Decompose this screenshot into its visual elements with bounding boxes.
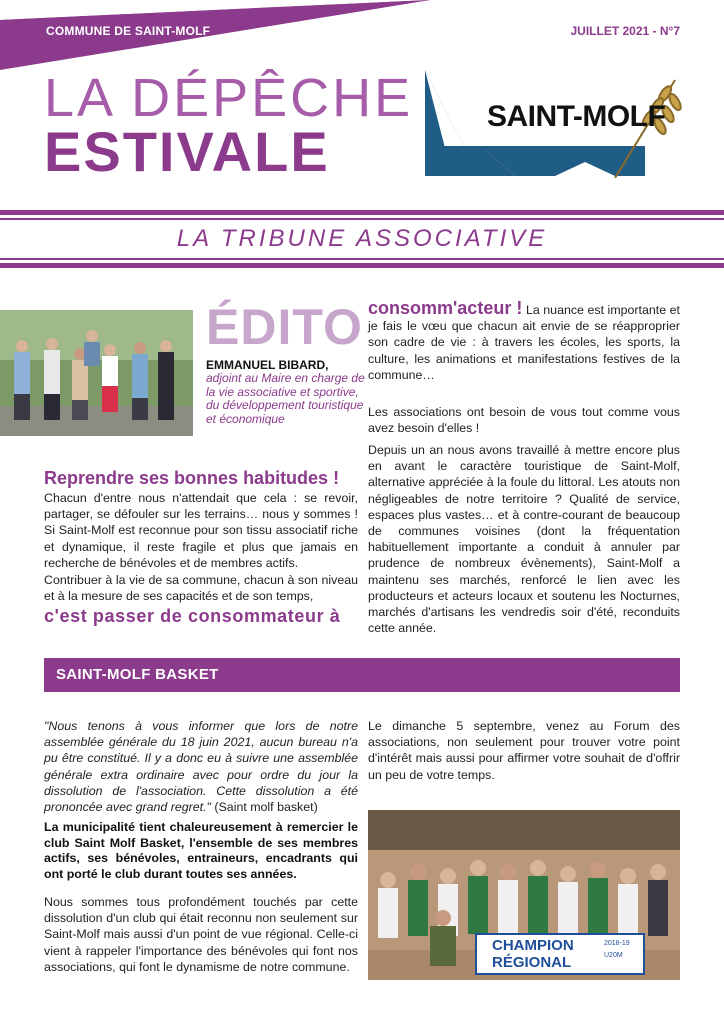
edito-heading: Reprendre ses bonnes habitudes ! <box>44 468 340 488</box>
banner-line-1: CHAMPION <box>492 937 574 954</box>
title-line-1: LA DÉPÊCHE <box>44 68 414 128</box>
basket-section-title: SAINT-MOLF BASKET <box>56 666 219 683</box>
basket-quote-source: (Saint molf basket) <box>210 800 318 815</box>
edito-right-block <box>368 300 680 383</box>
edito-para-4: Les associations ont besoin de vous tout comme vous avez besoin d'elles ! <box>368 405 680 436</box>
edito-para-1: Chacun d'entre nous n'attendait que cela : se revoir, partager, se défouler sur les terrains… nous y sommes ! Si Saint-Molf est reconnue pour son tissu associatif riche et dynamique, il reste fragile et plus que jamais en recherche de bénévoles et de membres actifs. <box>44 491 358 570</box>
author-name: EMMANUEL BIBARD, <box>206 358 329 372</box>
edito-para-5: Depuis un an nous avons travaillé à mettre encore plus en avant le caractère touristique de Saint-Molf, alternative appréciée à la foule du littoral. Les atouts non négligeables de notre territoire ? Qualité de service, espaces plus vastes… et à contre-courant de beaucoup de communes voisines (dont la fréquentation habituellement importante a conduit à annuler par prudence de nombreux évènements), Saint-Molf a maintenu ses marchés, renforcé le lien avec les producteurs et acteurs locaux et soutenu les Nocturnes, marchés d'artisans les vendredis soir d'été, reconduits cette année. <box>368 443 680 636</box>
rule-top-thin <box>0 218 724 220</box>
banner-line-2: RÉGIONAL <box>492 954 572 971</box>
rule-bottom-thin <box>0 258 724 260</box>
basket-thanks: La municipalité tient chaleureusement à remercier le club Saint Molf Basket, l'ensemble de ses membres actifs, ses bénévoles, entraineurs, encadrants qui ont porté le club durant toutes ses années. <box>44 820 358 881</box>
edito-title: ÉDITO <box>206 299 363 355</box>
rule-top-thick <box>0 210 724 215</box>
edito-para-3: La nuance est importante et je fais le vœu que chacun ait envie de se réapproprier son cadre de vie : à travers les écoles, les sports, la culture, les animations et manifestations festives de la commune… <box>368 303 680 382</box>
basket-quote-block <box>44 718 358 815</box>
section-subtitle: LA TRIBUNE ASSOCIATIVE <box>176 225 548 252</box>
banner-small-1: 2018-19 <box>604 940 630 947</box>
title-line-2: ESTIVALE <box>44 120 330 183</box>
commune-label: COMMUNE DE SAINT-MOLF <box>46 24 211 38</box>
author-role: adjoint au Maire en charge de la vie associative et sportive, du développement touristique et économique <box>206 371 365 426</box>
basket-para-1: Nous sommes tous profondément touchés par cette dissolution d'un club qui était reconnu non seulement sur Saint-Molf mais aussi d'un point de vue régional. Celle-ci vient à rappeler l'importance des bénévoles qui font nos associations, qui font le dynamisme de notre commune. <box>44 895 358 974</box>
edito-team-photo <box>0 310 193 436</box>
basket-team-photo <box>368 810 680 980</box>
banner-small-2: U20M <box>604 952 623 959</box>
saint-molf-logo <box>425 70 687 178</box>
issue-date: JUILLET 2021 - N°7 <box>570 24 680 38</box>
basket-para-2: Le dimanche 5 septembre, venez au Forum des associations, non seulement pour trouver votre point d'intérêt mais aussi pour affirmer votre souhait de d'offrir un peu de votre temps. <box>368 719 680 782</box>
edito-emphasis: c'est passer de consommateur à <box>44 606 341 626</box>
logo-text: SAINT-MOLF <box>487 100 666 133</box>
rule-bottom-thick <box>0 263 724 268</box>
edito-emphasis-2: consomm'acteur ! <box>368 298 523 318</box>
edito-para-2: Contribuer à la vie de sa commune, chacun à son niveau et à la mesure de ses capacités et de son temps, <box>44 573 358 604</box>
basket-quote: "Nous tenons à vous informer que lors de notre assemblée générale du 18 juin 2021, aucun bureau n'a pu être constitué. Il y a donc eu à suivre une assemblée générale extra ordinaire avec pour ordre du jour la dissolution de l'association. Cette dissolution a été prononcée avec grand regret." <box>44 719 358 815</box>
